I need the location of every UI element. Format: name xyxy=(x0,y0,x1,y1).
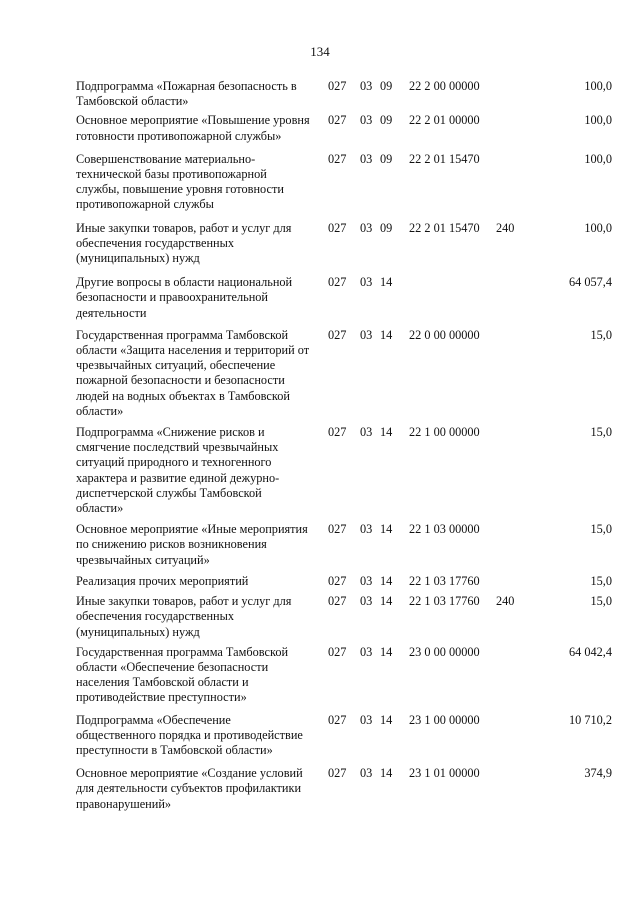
subsection-code: 09 xyxy=(380,79,393,93)
subsection-code: 14 xyxy=(380,425,393,440)
target-article-code: 22 2 01 15470 xyxy=(409,151,480,166)
ministry-code: 027 xyxy=(328,712,347,727)
subsection-code: 09 xyxy=(380,113,393,128)
amount: 64 042,4 xyxy=(568,644,612,659)
target-article-code: 22 2 01 15470 xyxy=(409,220,480,235)
item-name: Государственная программа Тамбовской области «Обеспечение безопасности населения Тамбовской области и противодействие преступности» xyxy=(76,644,289,705)
item-name: Основное мероприятие «Иные мероприятия по снижению рисков возникновения чрезвычайных ситуаций» xyxy=(76,522,308,567)
subsection-code: 14 xyxy=(380,644,393,659)
ministry-code: 027 xyxy=(328,327,347,342)
section-code: 03 xyxy=(360,113,373,128)
amount: 15,0 xyxy=(590,327,612,342)
amount: 15,0 xyxy=(590,425,612,440)
amount: 100,0 xyxy=(584,220,612,235)
target-article-code: 22 2 01 00000 xyxy=(409,113,480,128)
ministry-code: 027 xyxy=(328,522,347,537)
ministry-code: 027 xyxy=(328,79,347,93)
amount: 374,9 xyxy=(584,766,612,781)
section-code: 03 xyxy=(360,151,373,166)
section-code: 03 xyxy=(360,644,373,659)
table-row xyxy=(76,713,612,759)
subsection-code: 14 xyxy=(380,573,393,588)
ministry-code: 027 xyxy=(328,113,347,128)
item-name: Государственная программа Тамбовской области «Защита населения и территорий от чрезвычайных ситуаций, обеспечение пожарной безопасности и безопасности людей на водных объектах в Тамбовской области» xyxy=(76,327,310,418)
ministry-code: 027 xyxy=(328,151,347,166)
amount: 15,0 xyxy=(590,522,612,537)
table-row xyxy=(76,221,612,267)
target-article-code: 23 0 00 00000 xyxy=(409,644,480,659)
table-row xyxy=(76,275,612,321)
section-code: 03 xyxy=(360,594,373,609)
target-article-code: 22 1 03 17760 xyxy=(409,573,480,588)
item-name: Другие вопросы в области национальной безопасности и правоохранительной деятельности xyxy=(76,275,293,320)
target-article-code: 22 1 03 17760 xyxy=(409,594,480,609)
ministry-code: 027 xyxy=(328,573,347,588)
subsection-code: 09 xyxy=(380,220,393,235)
table-row xyxy=(76,152,612,213)
table-row xyxy=(76,645,612,706)
table-row xyxy=(76,79,612,109)
target-article-code: 23 1 01 00000 xyxy=(409,766,480,781)
amount: 100,0 xyxy=(584,151,612,166)
section-code: 03 xyxy=(360,220,373,235)
amount: 100,0 xyxy=(584,113,612,128)
ministry-code: 027 xyxy=(328,594,347,609)
target-article-code: 22 0 00 00000 xyxy=(409,327,480,342)
amount: 64 057,4 xyxy=(568,275,612,290)
item-name: Основное мероприятие «Создание условий для деятельности субъектов профилактики правонарушений» xyxy=(76,766,303,811)
amount: 100,0 xyxy=(584,79,612,93)
section-code: 03 xyxy=(360,79,373,93)
target-article-code: 22 1 00 00000 xyxy=(409,425,480,440)
section-code: 03 xyxy=(360,425,373,440)
item-name: Основное мероприятие «Повышение уровня готовности противопожарной службы» xyxy=(76,113,310,143)
table-row xyxy=(76,328,612,419)
page-number: 134 xyxy=(310,44,330,59)
subsection-code: 14 xyxy=(380,522,393,537)
item-name: Иные закупки товаров, работ и услуг для обеспечения государственных (муниципальных) нужд xyxy=(76,594,292,639)
subsection-code: 14 xyxy=(380,327,393,342)
target-article-code: 22 2 00 00000 xyxy=(409,79,480,93)
item-name: Подпрограмма «Пожарная безопасность в Тамбовской области» xyxy=(76,79,297,109)
section-code: 03 xyxy=(360,573,373,588)
amount: 10 710,2 xyxy=(568,712,612,727)
section-code: 03 xyxy=(360,712,373,727)
table-row xyxy=(76,113,612,143)
subsection-code: 09 xyxy=(380,151,393,166)
ministry-code: 027 xyxy=(328,275,347,290)
subsection-code: 14 xyxy=(380,766,393,781)
budget-table xyxy=(76,79,612,812)
subsection-code: 14 xyxy=(380,275,393,290)
item-name: Реализация прочих мероприятий xyxy=(76,573,249,588)
table-row xyxy=(76,574,612,589)
item-name: Совершенствование материально-технической базы противопожарной службы, повышение уровня готовности противопожарной службы xyxy=(76,151,284,212)
ministry-code: 027 xyxy=(328,425,347,440)
table-row xyxy=(76,425,612,516)
target-article-code: 22 1 03 00000 xyxy=(409,522,480,537)
subsection-code: 14 xyxy=(380,712,393,727)
section-code: 03 xyxy=(360,275,373,290)
expense-type-code: 240 xyxy=(496,220,515,235)
expense-type-code: 240 xyxy=(496,594,515,609)
table-row xyxy=(76,522,612,568)
amount: 15,0 xyxy=(590,594,612,609)
ministry-code: 027 xyxy=(328,644,347,659)
section-code: 03 xyxy=(360,522,373,537)
section-code: 03 xyxy=(360,327,373,342)
amount: 15,0 xyxy=(590,573,612,588)
item-name: Подпрограмма «Обеспечение общественного порядка и противодействие преступности в Тамбовской области» xyxy=(76,712,303,757)
table-row xyxy=(76,766,612,812)
ministry-code: 027 xyxy=(328,220,347,235)
section-code: 03 xyxy=(360,766,373,781)
ministry-code: 027 xyxy=(328,766,347,781)
item-name: Иные закупки товаров, работ и услуг для обеспечения государственных (муниципальных) нужд xyxy=(76,220,292,266)
table-row xyxy=(76,594,612,640)
subsection-code: 14 xyxy=(380,594,393,609)
target-article-code: 23 1 00 00000 xyxy=(409,712,480,727)
item-name: Подпрограмма «Снижение рисков и смягчение последствий чрезвычайных ситуаций природного и техногенного характера и развитие единой дежурно-диспетчерской службы Тамбовской области» xyxy=(76,425,280,516)
